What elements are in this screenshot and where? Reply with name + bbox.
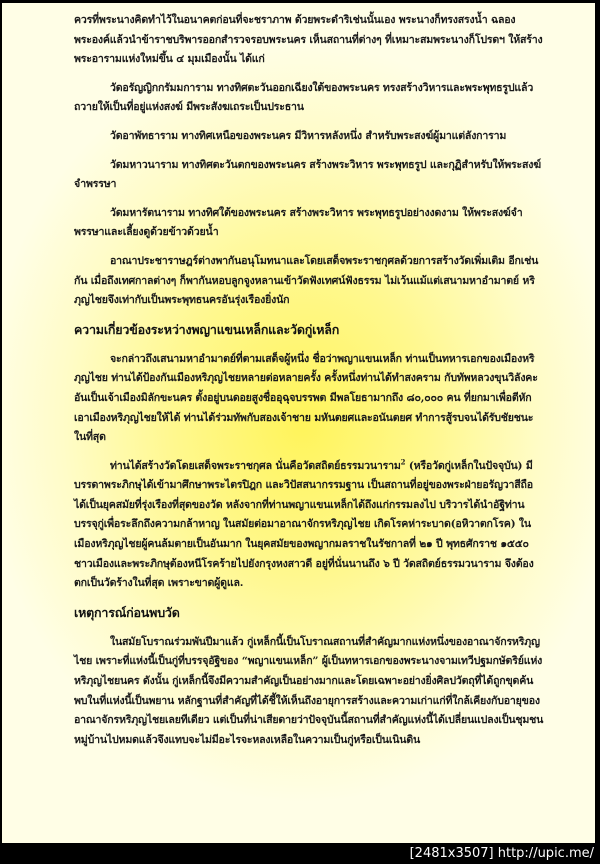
document-page [2, 3, 595, 843]
paragraph-text: (หรือวัดกู่เหล็กในปัจจุบัน) มีบรรดาพระภิกษุได้เข้ามาศึกษาพระไตรปิฎก และวิปัสสนากรรมฐาน เป็นสถานที่อยู่ของพระฝ่ายอรัญวาสีถือได้เป็นยุคสมัยที่รุ่งเรืองที่สุดของวัด หลังจากที่ท่านพญาแขนเหล็กได้ถึงแก่กรรมลงไป บริวารได้นำอัฐิท่านบรรจุกู่เพื่อระลึกถึงความกล้าหาญ ในสมัยต่อมาอาณาจักรหริภุญไชย เกิดโรคห่าระบาด(อหิวาตกโรค) ในเมืองหริภุญไชยผู้คนล้มตายเป็นอันมาก ในยุคสมัยของพญากมลราชในรัชกาลที่ ๒๑ ปี พุทธศักราช ๑๕๕๐ ชาวเมืองและพระภิกษุต้องหนีโรคร้ายไปยังกรุงหงสาวดี อยู่ที่นั่นนานถึง ๖ ปี วัดสถิตย์ธรรมวนาราม จึงต้องตกเป็นวัดร้างในที่สุด เพราะขาดผู้ดูแล. [74, 459, 534, 590]
image-watermark: [2481x3507] http://upic.me/ [409, 846, 594, 861]
paragraph [74, 633, 544, 751]
paragraph: วัดมหาวนาราม ทางทิศตะวันตกของพระนคร สร้างพระวิหาร พระพุทธรูป และกุฏิสำหรับให้พระสงฆ์จำพรรษา [74, 158, 541, 191]
quoted-name: “พญาแขนเหล็ก” [241, 655, 319, 668]
paragraph: วัดมหารัตนาราม ทางทิศใต้ของพระนคร สร้างพระวิหาร พระพุทธรูปอย่างงดงาม ให้พระสงฆ์จำพรรษาและเลี้ยงดูด้วยข้าวด้วยน้ำ [74, 206, 523, 239]
paragraph-text: ในสมัยโบราณร่วมพันปีมาแล้ว กู่เหล็กนี้เป็นโบราณสถานที่สำคัญมากแห่งหนึ่งของอาณาจักรหริภุญไชย เพราะที่แห่งนี้เป็นกู่ที่บรรจุอัฐิของ [74, 635, 540, 668]
paragraph-text: ผู้เป็นทหารเอกของพระนางจามเทวีปฐมกษัตริย์แห่งหริภุญไชยนคร ดังนั้น กู่เหล็กนี้จึงมีความสำคัญเป็นอย่างมากและโดยเฉพาะอย่างยิ่งศิลปวัตถุที่ได้ถูกขุดค้นพบในที่แห่งนี้เป็นพยาน หลักฐานที่สำคัญที่ได้ชี้ให้เห็นถึงอายุการสร้างและความเก่าแก่ที่ใกล้เคียงกับอายุของอาณาจักรหริภุญไชยเลยทีเดียว แต่เป็นที่น่าเสียดายว่าปัจจุบันนี้สถานที่สำคัญแห่งนี้ได้เปลี่ยนแปลงเป็นชุมชนหมู่บ้านไปหมดแล้วจึงแทบจะไม่มีอะไรจะหลงเหลือในความเป็นกู่หรือเป็นเนินดิน [74, 655, 544, 746]
paragraph: จะกล่าวถึงเสนามหาอำมาตย์ที่ตามเสด็จผู้หนึ่ง ชื่อว่าพญาแขนเหล็ก ท่านเป็นทหารเอกของเมืองหริภุญไชย ท่านได้ป้องกันเมืองหริภุญไชยหลายต่อหลายครั้ง ครั้งหนึ่งท่านได้ทำสงคราม กับทัพหลวงขุนวิลังคะ อันเป็นเจ้าเมืองมิลักขะนคร ตั้งอยู่บนดอยสูงชื่ออุฉุจบรรพต มีพลโยธามากถึง ๘๐,๐๐๐ คน ที่ยกมาเพื่อตีหักเอาเมืองหริภุญไชยให้ได้ ท่านได้ร่วมทัพกับสองเจ้าชาย มหันตยศและอนันตยศ ทำการสู้รบจนได้รับชัยชนะในที่สุด [74, 352, 538, 444]
section-heading: ความเกี่ยวข้องระหว่างพญาแขนเหล็กและวัดกู่เหล็ก [74, 321, 340, 337]
paragraph: อาณาประชาราษฎร์ต่างพากันอนุโมทนาและโดยเสด็จพระราชกุศลด้วยการสร้างวัดเพิ่มเติม อีกเช่นกัน เมื่อถึงเทศกาลต่างๆ ก็พากันหอบลูกจูงหลานเข้าวัดฟังเทศน์ฟังธรรม ไม่เว้นแม้แต่เสนามหาอำมาตย์ หริภุญไชยจึงเท่ากับเป็นพระพุทธนครอันรุ่งเรืองยิ่งนัก [74, 254, 539, 307]
footnote-marker: 2 [400, 457, 406, 467]
paragraph: วัดอาพัทธาราม ทางทิศเหนือของพระนคร มีวิหารหลังหนึ่ง สำหรับพระสงฆ์ผู้มาแต่ลังการาม [110, 129, 507, 142]
section-heading: เหตุการณ์ก่อนพบวัด [74, 604, 180, 620]
paragraph: ควรที่พระนางคิดทำไว้ในอนาคตก่อนที่จะชราภาพ ด้วยพระดำริเช่นนั้นเอง พระนางก็ทรงสรงน้ำ ฉลองพระองค์แล้วนำข้าราชบริพารออกสำรวจรอบพระนคร เห็นสถานที่ต่างๆ ที่เหมาะสมพระนางก็โปรดฯ ให้สร้างพระอารามแห่งใหม่ขึ้น ๔ มุมเมืองนั้น ได้แก่ [74, 14, 543, 66]
paragraph [74, 457, 544, 594]
document-body [74, 11, 544, 759]
paragraph: วัดอรัญญิกกรัมมการาม ทางทิศตะวันออกเฉียงใต้ของพระนคร ทรงสร้างวิหารและพระพุทธรูปแล้วถวายให้เป็นที่อยู่แห่งสงฆ์ มีพระสังฆเถระเป็นประธาน [74, 81, 534, 114]
paragraph-text: ท่านได้สร้างวัดโดยเสด็จพระราชกุศล นั่นคือวัดสถิตย์ธรรมวนาราม [110, 459, 401, 472]
